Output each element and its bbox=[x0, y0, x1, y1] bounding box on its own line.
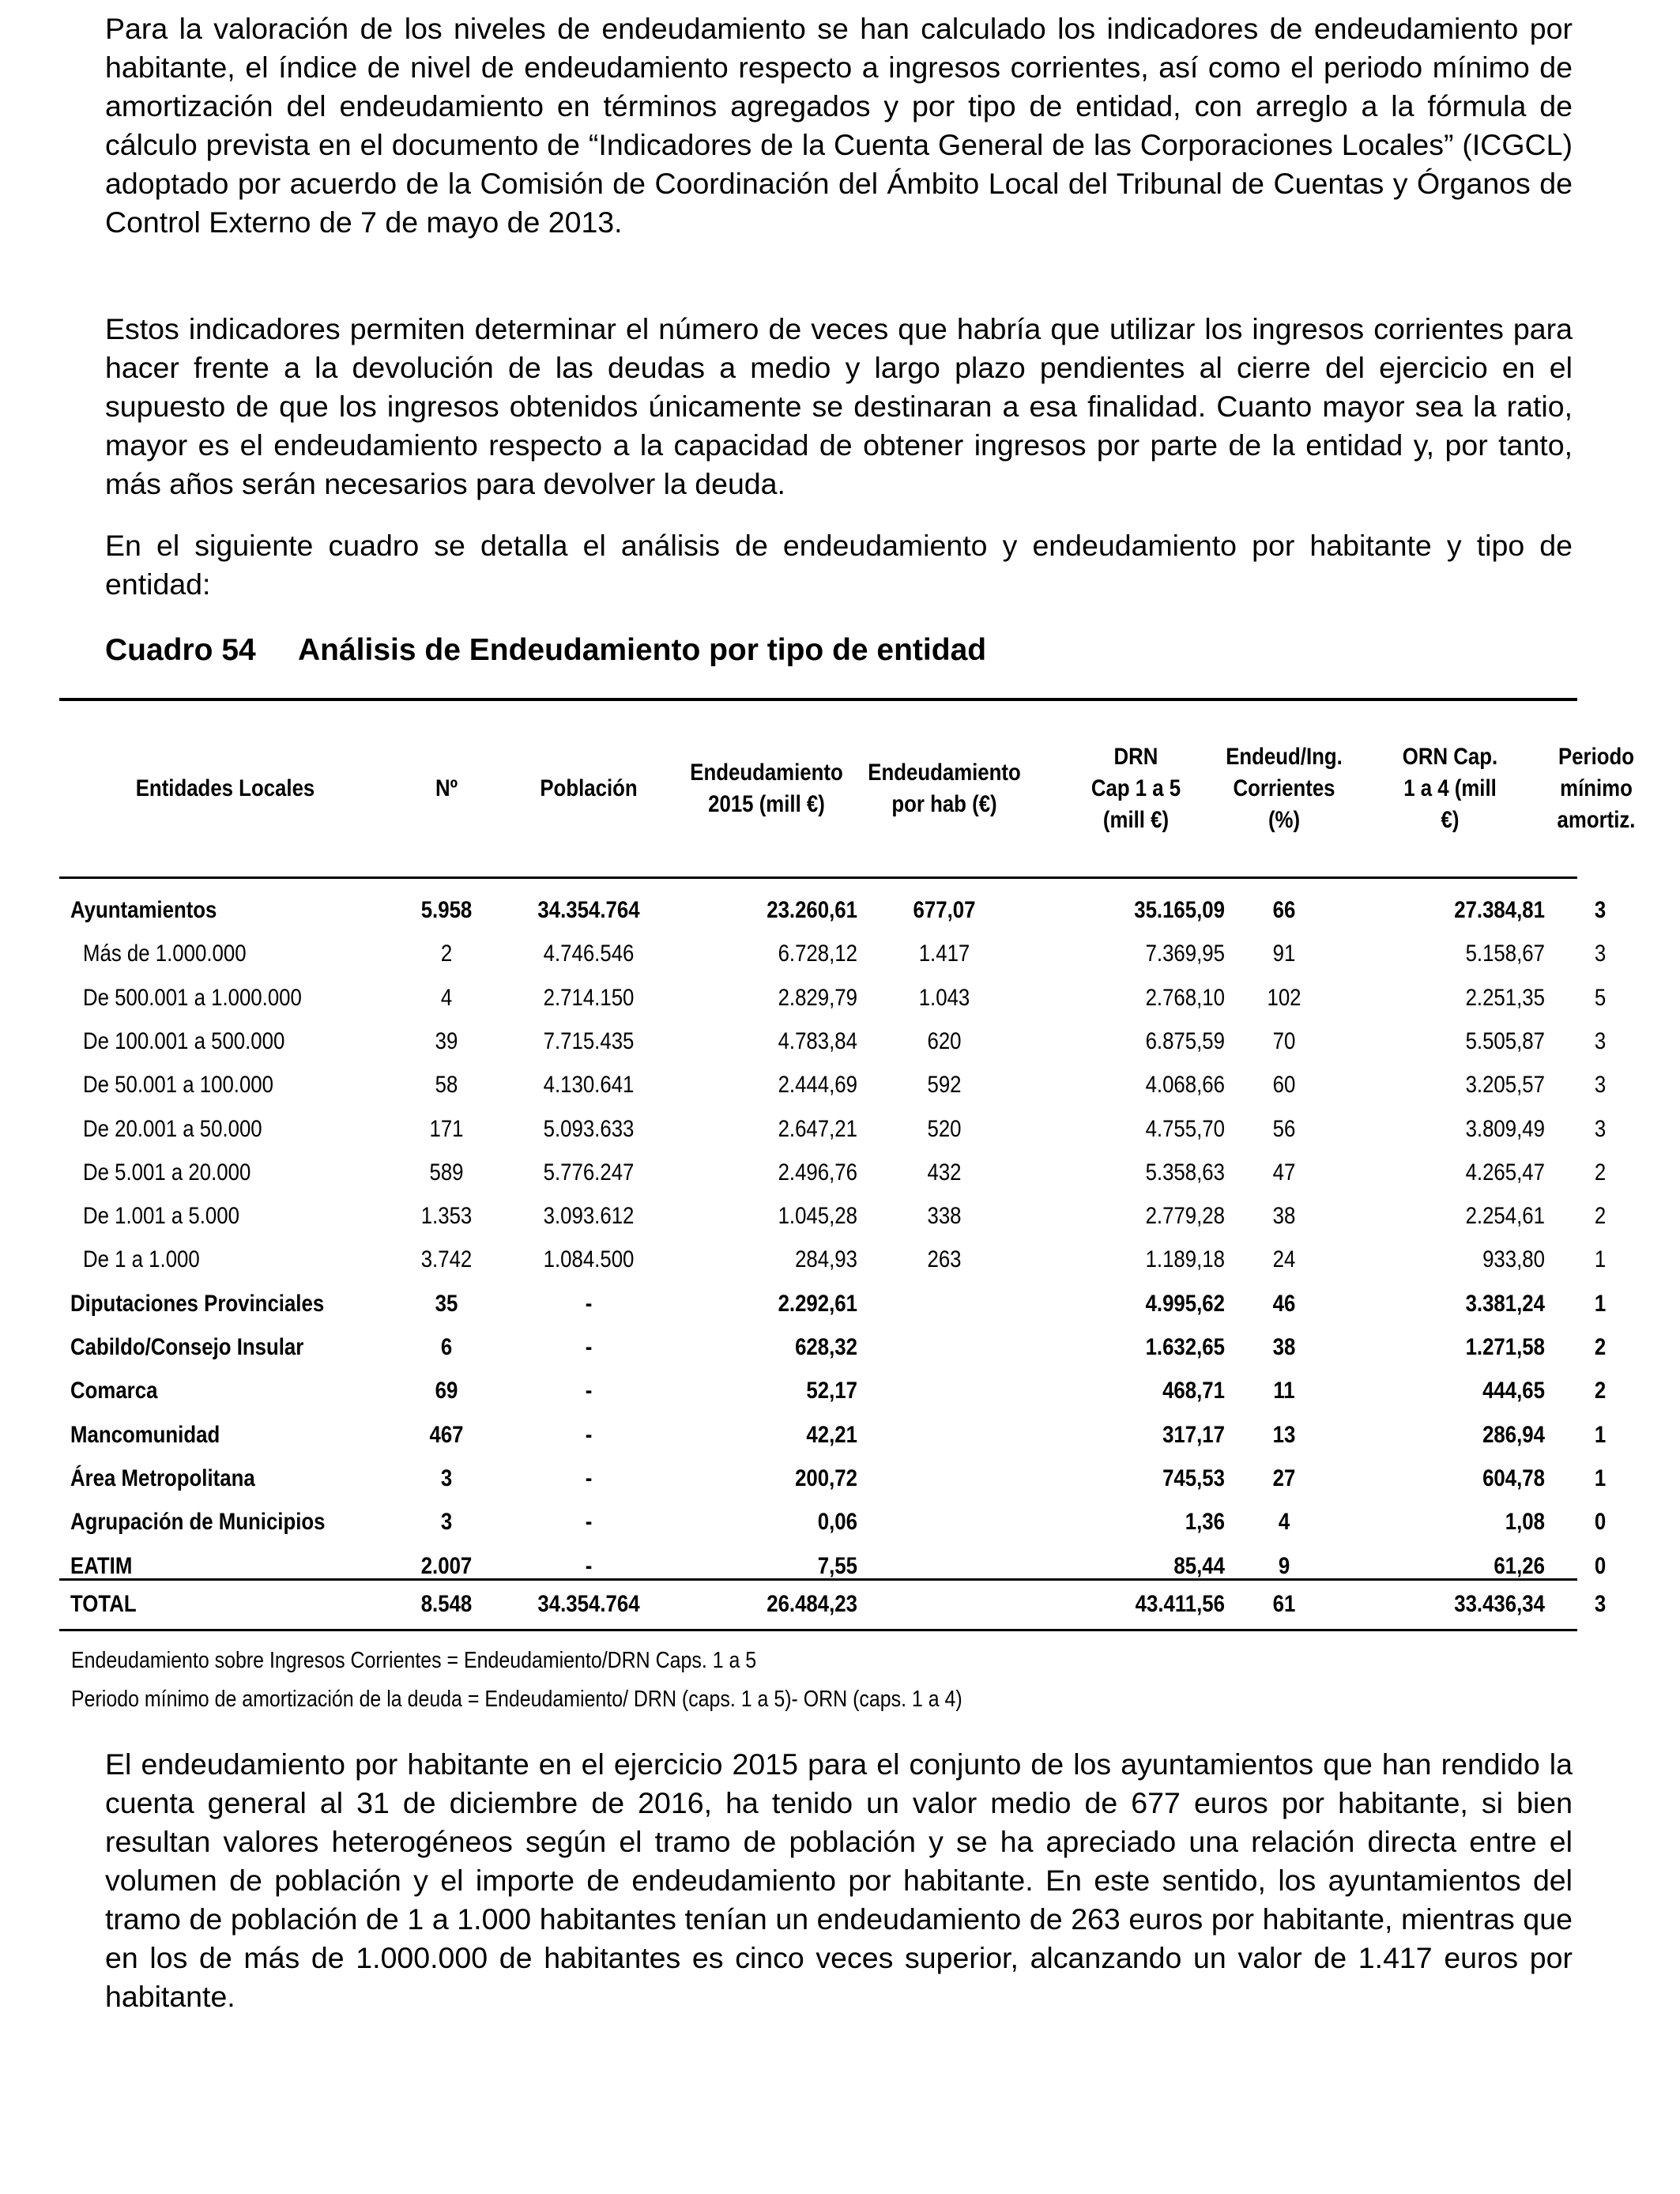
cell-entidad: TOTAL bbox=[70, 1591, 137, 1617]
table-row bbox=[59, 1194, 1607, 1238]
cell-endeudamiento: 26.484,23 bbox=[767, 1591, 857, 1617]
cell-poblacion: - bbox=[585, 1553, 593, 1579]
cell-endeud-hab bbox=[869, 1544, 1019, 1588]
cell-periodo: 1 bbox=[1594, 1422, 1607, 1448]
cell-entidad: Más de 1.000.000 bbox=[83, 941, 247, 967]
paragraph-table-intro: En el siguiente cuadro se detalla el análisis de endeudamiento y endeudamiento por habitante y tipo de entidad: bbox=[105, 529, 1573, 601]
cell-endeudamiento: 23.260,61 bbox=[767, 897, 857, 923]
cell-endeudamiento: 52,17 bbox=[806, 1378, 857, 1404]
cell-numero: 2 bbox=[440, 941, 453, 967]
cell-endeud-ing: 11 bbox=[1273, 1378, 1295, 1404]
table-row bbox=[59, 932, 1607, 975]
cell-endeudamiento: 2.444,69 bbox=[778, 1072, 857, 1098]
cell-poblacion: 34.354.764 bbox=[537, 897, 640, 923]
cell-entidad: De 1 a 1.000 bbox=[83, 1246, 200, 1272]
cell-entidad: Cabildo/Consejo Insular bbox=[70, 1334, 304, 1360]
header-endeudamiento bbox=[688, 701, 845, 876]
cell-numero: 69 bbox=[435, 1378, 458, 1404]
cell-endeudamiento: 42,21 bbox=[806, 1422, 857, 1448]
header-line: ORN Cap. bbox=[1402, 744, 1498, 770]
cell-drn: 317,17 bbox=[1162, 1422, 1225, 1448]
header-periodo bbox=[1552, 701, 1640, 876]
cell-endeudamiento: 200,72 bbox=[795, 1465, 857, 1491]
cell-endeud-hab bbox=[869, 1325, 1019, 1369]
cell-endeudamiento: 7,55 bbox=[817, 1553, 857, 1579]
table-row bbox=[59, 1325, 1607, 1369]
table-total-row bbox=[59, 1582, 1607, 1626]
cell-numero: 1.353 bbox=[420, 1203, 473, 1229]
cell-orn: 27.384,81 bbox=[1454, 897, 1545, 923]
table-row bbox=[59, 1151, 1607, 1194]
cell-numero: 39 bbox=[435, 1028, 458, 1054]
table-row bbox=[59, 1500, 1607, 1544]
cell-endeud-hab bbox=[869, 1457, 1019, 1500]
cell-poblacion: 34.354.764 bbox=[537, 1591, 640, 1617]
header-endeud-hab bbox=[869, 701, 1019, 876]
cell-poblacion: 5.093.633 bbox=[543, 1116, 635, 1142]
header-line: DRN bbox=[1113, 744, 1158, 770]
cell-periodo: 3 bbox=[1594, 1072, 1607, 1098]
table-total-bottom-rule bbox=[59, 1629, 1577, 1631]
cell-poblacion: - bbox=[585, 1334, 593, 1360]
cell-entidad: De 20.001 a 50.000 bbox=[83, 1116, 262, 1142]
cell-endeud-ing: 56 bbox=[1272, 1116, 1296, 1142]
cell-endeud-hab: 432 bbox=[927, 1159, 962, 1186]
cell-endeud-ing: 38 bbox=[1272, 1334, 1296, 1360]
cell-endeud-hab: 338 bbox=[927, 1203, 962, 1229]
cell-numero: 3 bbox=[440, 1509, 453, 1535]
cell-endeud-hab: 1.417 bbox=[918, 941, 970, 967]
cell-drn: 43.411,56 bbox=[1135, 1591, 1225, 1617]
table-row bbox=[59, 1282, 1607, 1325]
header-line: Entidades Locales bbox=[135, 775, 315, 801]
cell-drn: 85,44 bbox=[1173, 1553, 1225, 1579]
paragraph-indicators: Estos indicadores permiten determinar el número de veces que habría que utilizar los ingresos corrientes para hacer frente a la devolución de las deudas a medio y largo plazo pendientes al cierre del ejercicio en el supuesto de que los ingresos obtenidos únicamente se destinaran a esa finalidad. Cuanto mayor sea la ratio, mayor es el endeudamiento respecto a la capacidad de obtener ingresos por parte de la entidad y, por tanto, más años serán necesarios para devolver la deuda. bbox=[105, 312, 1573, 500]
cell-endeud-hab bbox=[869, 1582, 1019, 1626]
cell-drn: 468,71 bbox=[1162, 1378, 1225, 1404]
cell-numero: 35 bbox=[435, 1291, 458, 1317]
cell-entidad: De 1.001 a 5.000 bbox=[83, 1203, 239, 1229]
cell-numero: 171 bbox=[429, 1116, 464, 1142]
cell-periodo: 3 bbox=[1594, 941, 1607, 967]
cell-entidad: Diputaciones Provinciales bbox=[70, 1291, 325, 1317]
header-numero bbox=[399, 701, 494, 876]
cell-numero: 58 bbox=[435, 1072, 458, 1098]
cell-periodo: 3 bbox=[1594, 1028, 1607, 1054]
header-line: 1 a 4 (mill bbox=[1403, 775, 1497, 801]
cell-poblacion: 5.776.247 bbox=[543, 1159, 635, 1186]
cell-orn: 286,94 bbox=[1482, 1422, 1545, 1448]
cell-numero: 3 bbox=[440, 1465, 453, 1491]
cell-endeud-ing: 91 bbox=[1272, 941, 1296, 967]
cell-poblacion: - bbox=[585, 1422, 593, 1448]
cell-periodo: 3 bbox=[1594, 1116, 1607, 1142]
cell-endeudamiento: 0,06 bbox=[817, 1509, 857, 1535]
cell-endeud-hab bbox=[869, 1282, 1019, 1325]
cell-endeud-ing: 24 bbox=[1272, 1246, 1296, 1272]
table-row bbox=[59, 976, 1607, 1020]
cell-orn: 3.205,57 bbox=[1465, 1072, 1545, 1098]
cell-orn: 933,80 bbox=[1482, 1246, 1545, 1272]
cell-endeudamiento: 2.829,79 bbox=[778, 985, 857, 1011]
cell-endeud-ing: 66 bbox=[1272, 897, 1296, 923]
cell-endeud-hab: 520 bbox=[927, 1116, 962, 1142]
table-row bbox=[59, 888, 1607, 932]
cell-periodo: 3 bbox=[1594, 897, 1607, 923]
cell-endeud-ing: 61 bbox=[1272, 1591, 1296, 1617]
cell-endeudamiento: 2.292,61 bbox=[778, 1291, 857, 1317]
header-line: Endeudamiento bbox=[868, 760, 1021, 786]
cell-endeudamiento: 2.647,21 bbox=[778, 1116, 857, 1142]
cell-entidad: De 500.001 a 1.000.000 bbox=[83, 985, 302, 1011]
cell-endeud-ing: 9 bbox=[1278, 1553, 1290, 1579]
cell-endeud-hab: 677,07 bbox=[913, 897, 976, 923]
header-line: €) bbox=[1441, 807, 1460, 833]
table-header bbox=[59, 701, 1636, 876]
cell-entidad: De 100.001 a 500.000 bbox=[83, 1028, 285, 1054]
header-orn bbox=[1369, 701, 1531, 876]
cell-drn: 4.755,70 bbox=[1145, 1116, 1225, 1142]
cell-periodo: 2 bbox=[1594, 1203, 1607, 1229]
table-number: Cuadro 54 bbox=[105, 633, 256, 667]
cell-orn: 4.265,47 bbox=[1465, 1159, 1545, 1186]
cell-orn: 604,78 bbox=[1482, 1465, 1545, 1491]
cell-endeud-ing: 27 bbox=[1272, 1465, 1296, 1491]
cell-poblacion: - bbox=[585, 1291, 593, 1317]
cell-periodo: 3 bbox=[1594, 1591, 1607, 1617]
cell-orn: 3.381,24 bbox=[1465, 1291, 1545, 1317]
table-row bbox=[59, 1063, 1607, 1106]
cell-numero: 2.007 bbox=[420, 1553, 473, 1579]
cell-poblacion: - bbox=[585, 1378, 593, 1404]
header-line: Endeud/Ing. bbox=[1226, 744, 1343, 770]
cell-poblacion: 4.130.641 bbox=[543, 1072, 635, 1098]
cell-endeud-ing: 13 bbox=[1272, 1422, 1296, 1448]
cell-endeudamiento: 6.728,12 bbox=[778, 941, 857, 967]
cell-poblacion: - bbox=[585, 1509, 593, 1535]
cell-entidad: Área Metropolitana bbox=[70, 1465, 255, 1491]
table-row bbox=[59, 1544, 1607, 1588]
cell-drn: 5.358,63 bbox=[1145, 1159, 1225, 1186]
cell-orn: 61,26 bbox=[1494, 1553, 1545, 1579]
cell-entidad: Ayuntamientos bbox=[70, 897, 217, 923]
cell-orn: 2.251,35 bbox=[1465, 985, 1545, 1011]
cell-orn: 33.436,34 bbox=[1454, 1591, 1545, 1617]
cell-endeud-hab bbox=[869, 1500, 1019, 1544]
cell-endeud-hab: 263 bbox=[927, 1246, 962, 1272]
cell-periodo: 1 bbox=[1594, 1246, 1607, 1272]
cell-drn: 1.189,18 bbox=[1145, 1246, 1225, 1272]
cell-poblacion: 2.714.150 bbox=[543, 985, 635, 1011]
cell-entidad: Mancomunidad bbox=[70, 1422, 220, 1448]
cell-numero: 5.958 bbox=[420, 897, 473, 923]
cell-orn: 3.809,49 bbox=[1465, 1116, 1545, 1142]
table-row bbox=[59, 1238, 1607, 1281]
cell-entidad: EATIM bbox=[70, 1553, 133, 1579]
cell-endeudamiento: 4.783,84 bbox=[778, 1028, 857, 1054]
cell-numero: 589 bbox=[429, 1159, 464, 1186]
cell-endeudamiento: 284,93 bbox=[795, 1246, 857, 1272]
cell-drn: 2.768,10 bbox=[1145, 985, 1225, 1011]
cell-periodo: 0 bbox=[1594, 1509, 1607, 1535]
cell-periodo: 0 bbox=[1594, 1553, 1607, 1579]
cell-drn: 2.779,28 bbox=[1145, 1203, 1225, 1229]
cell-numero: 4 bbox=[440, 985, 453, 1011]
cell-drn: 745,53 bbox=[1162, 1465, 1225, 1491]
table-note: Periodo mínimo de amortización de la deuda = Endeudamiento/ DRN (caps. 1 a 5)- ORN (caps. 1 a 4) bbox=[71, 1687, 962, 1712]
cell-endeud-ing: 46 bbox=[1272, 1291, 1296, 1317]
cell-endeudamiento: 628,32 bbox=[795, 1334, 857, 1360]
cell-endeudamiento: 2.496,76 bbox=[778, 1159, 857, 1186]
cell-endeud-hab: 1.043 bbox=[918, 985, 970, 1011]
cell-periodo: 2 bbox=[1594, 1159, 1607, 1186]
header-line: Nº bbox=[435, 775, 458, 801]
table-header-rule bbox=[59, 876, 1577, 879]
header-poblacion bbox=[514, 701, 663, 876]
cell-drn: 1,36 bbox=[1185, 1509, 1225, 1535]
table-row bbox=[59, 1457, 1607, 1500]
cell-entidad: De 5.001 a 20.000 bbox=[83, 1159, 251, 1186]
table-caption bbox=[105, 633, 986, 668]
cell-drn: 4.995,62 bbox=[1145, 1291, 1225, 1317]
cell-endeud-ing: 70 bbox=[1272, 1028, 1296, 1054]
header-line: amortiz. bbox=[1557, 807, 1636, 833]
cell-orn: 5.158,67 bbox=[1465, 941, 1545, 967]
cell-numero: 8.548 bbox=[420, 1591, 473, 1617]
header-line: Periodo bbox=[1558, 744, 1635, 770]
header-line: Corrientes bbox=[1233, 775, 1335, 801]
cell-endeud-hab bbox=[869, 1369, 1019, 1412]
header-line: 2015 (mill €) bbox=[708, 791, 825, 817]
cell-entidad: De 50.001 a 100.000 bbox=[83, 1072, 274, 1098]
cell-poblacion: - bbox=[585, 1465, 593, 1491]
paragraph-methodology: Para la valoración de los niveles de endeudamiento se han calculado los indicadores de endeudamiento por habitante, el índice de nivel de endeudamiento respecto a ingresos corrientes, así como el periodo mínimo de amortización del endeudamiento en términos agregados y por tipo de entidad, con arreglo a la fórmula de cálculo prevista en el documento de “Indicadores de la Cuenta General de las Corporaciones Locales” (ICGCL) adoptado por acuerdo de la Comisión de Coordinación del Ámbito Local del Tribunal de Cuentas y Órganos de Control Externo de 7 de mayo de 2013. bbox=[105, 12, 1573, 239]
header-drn bbox=[1060, 701, 1213, 876]
header-line: Población bbox=[540, 775, 638, 801]
cell-numero: 3.742 bbox=[420, 1246, 473, 1272]
cell-drn: 7.369,95 bbox=[1145, 941, 1225, 967]
cell-endeud-hab: 620 bbox=[927, 1028, 962, 1054]
cell-periodo: 5 bbox=[1594, 985, 1607, 1011]
header-line: Cap 1 a 5 bbox=[1090, 775, 1181, 801]
table-row bbox=[59, 1107, 1607, 1151]
cell-poblacion: 1.084.500 bbox=[543, 1246, 635, 1272]
cell-drn: 35.165,09 bbox=[1134, 897, 1225, 923]
cell-endeudamiento: 1.045,28 bbox=[778, 1203, 857, 1229]
cell-orn: 2.254,61 bbox=[1465, 1203, 1545, 1229]
table-title: Análisis de Endeudamiento por tipo de entidad bbox=[298, 633, 987, 667]
header-line: mínimo bbox=[1560, 775, 1633, 801]
cell-orn: 1,08 bbox=[1505, 1509, 1545, 1535]
header-endeud-ing bbox=[1226, 701, 1343, 876]
cell-endeud-ing: 4 bbox=[1278, 1509, 1290, 1535]
cell-endeud-ing: 60 bbox=[1272, 1072, 1296, 1098]
cell-endeud-ing: 47 bbox=[1272, 1159, 1296, 1186]
cell-orn: 5.505,87 bbox=[1465, 1028, 1545, 1054]
cell-poblacion: 4.746.546 bbox=[543, 941, 635, 967]
cell-periodo: 2 bbox=[1594, 1334, 1607, 1360]
cell-poblacion: 3.093.612 bbox=[543, 1203, 635, 1229]
header-entidades bbox=[82, 701, 367, 876]
cell-orn: 1.271,58 bbox=[1465, 1334, 1545, 1360]
cell-endeud-ing: 102 bbox=[1267, 985, 1301, 1011]
cell-drn: 6.875,59 bbox=[1145, 1028, 1225, 1054]
cell-entidad: Agrupación de Municipios bbox=[70, 1509, 326, 1535]
table-row bbox=[59, 1369, 1607, 1412]
cell-drn: 4.068,66 bbox=[1145, 1072, 1225, 1098]
table-note: Endeudamiento sobre Ingresos Corrientes = Endeudamiento/DRN Caps. 1 a 5 bbox=[71, 1648, 757, 1673]
table-row bbox=[59, 1020, 1607, 1063]
header-line: Endeudamiento bbox=[690, 760, 843, 786]
header-line: (%) bbox=[1268, 807, 1301, 833]
cell-periodo: 1 bbox=[1594, 1465, 1607, 1491]
header-line: (mill €) bbox=[1102, 807, 1170, 833]
paragraph-conclusion: El endeudamiento por habitante en el ejercicio 2015 para el conjunto de los ayuntamientos que han rendido la cuenta general al 31 de diciembre de 2016, ha tenido un valor medio de 677 euros por habitante, si bien resultan valores heterogéneos según el tramo de población y se ha apreciado una relación directa entre el volumen de población y el importe de endeudamiento por habitante. En este sentido, los ayuntamientos del tramo de población de 1 a 1.000 habitantes tenían un endeudamiento de 263 euros por habitante, mientras que en los de más de 1.000.000 de habitantes es cinco veces superior, alcanzando un valor de 1.417 euros por habitante. bbox=[105, 1747, 1573, 2013]
table-row bbox=[59, 1413, 1607, 1457]
cell-orn: 444,65 bbox=[1482, 1378, 1545, 1404]
cell-endeud-ing: 38 bbox=[1272, 1203, 1296, 1229]
cell-numero: 467 bbox=[429, 1422, 464, 1448]
cell-entidad: Comarca bbox=[70, 1378, 158, 1404]
cell-drn: 1.632,65 bbox=[1145, 1334, 1225, 1360]
cell-periodo: 1 bbox=[1594, 1291, 1607, 1317]
cell-endeud-hab bbox=[869, 1413, 1019, 1457]
cell-numero: 6 bbox=[440, 1334, 453, 1360]
cell-endeud-hab: 592 bbox=[927, 1072, 962, 1098]
cell-poblacion: 7.715.435 bbox=[543, 1028, 635, 1054]
header-line: por hab (€) bbox=[891, 791, 997, 817]
cell-periodo: 2 bbox=[1594, 1378, 1607, 1404]
